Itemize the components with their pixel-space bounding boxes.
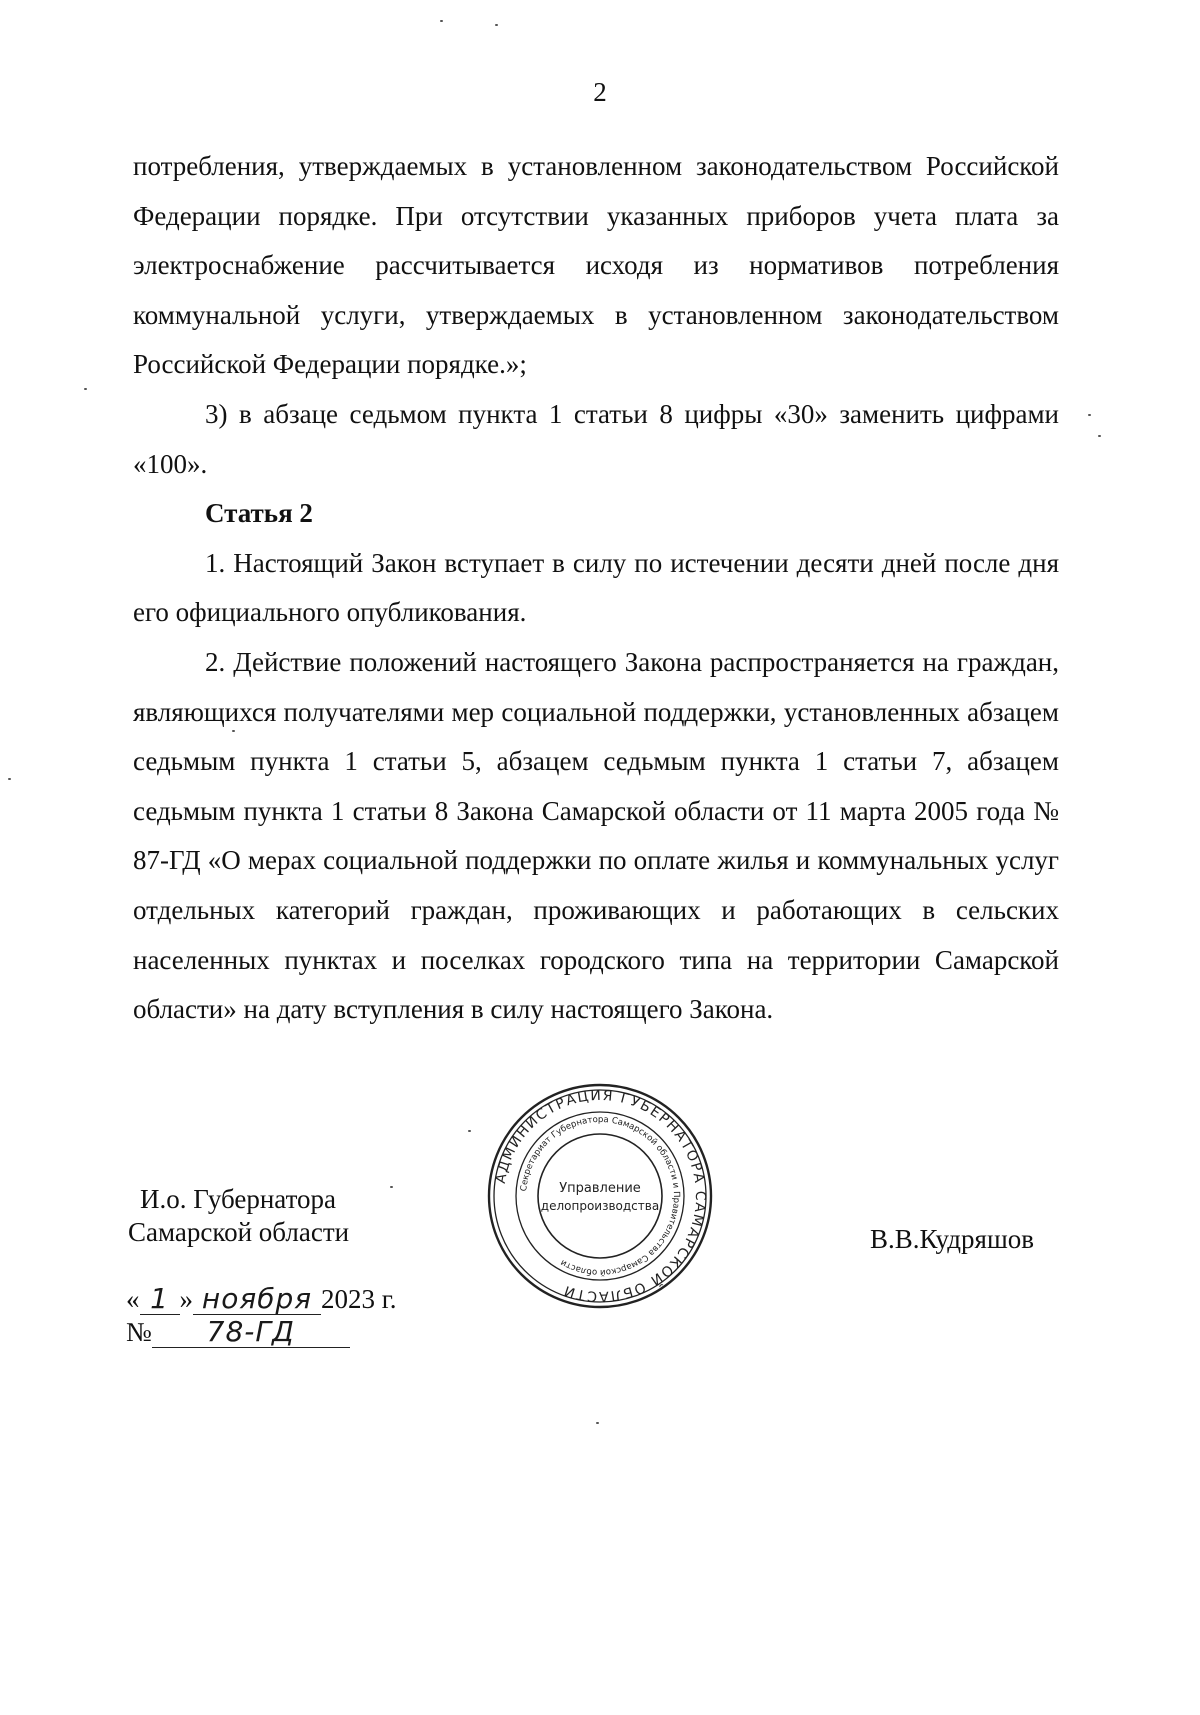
signing-date: [126, 1283, 397, 1316]
signer-name: В.В.Кудряшов: [870, 1224, 1034, 1254]
seal-inner-text: Секретариат Губернатора Самарской области и Правительства Самарской области: [519, 1114, 682, 1278]
date-month: ноября: [193, 1284, 321, 1315]
signer-title: [128, 1183, 349, 1249]
svg-text:Секретариат Губернатора Самарс: [519, 1115, 681, 1277]
date-close-quote: »: [179, 1284, 193, 1314]
paragraph-item-3: 3) в абзаце седьмом пункта 1 статьи 8 цифры «30» заменить цифрами «100».: [133, 398, 1059, 479]
scan-speck: [596, 1422, 599, 1424]
paragraph-article2-item1: 1. Настоящий Закон вступает в силу по истечении десяти дней после дня его официального опубликования.: [133, 547, 1059, 628]
scan-speck: [390, 1186, 393, 1188]
paragraph-continuation: потребления, утверждаемых в установленном законодательством Российской Федерации порядке. При отсутствии указанных приборов учета плата за электроснабжение рассчитывается исходя из нормативов потребления коммунальной услуги, утверждаемых в установленном законодательством Российской Федерации порядке.»;: [133, 151, 1059, 380]
scan-speck: [468, 1130, 471, 1132]
page-number: 2: [593, 77, 607, 107]
date-open-quote: «: [126, 1284, 140, 1314]
date-day: 1: [140, 1284, 180, 1315]
scan-speck: [232, 730, 235, 732]
scan-speck: [1088, 414, 1091, 416]
official-seal-stamp: [486, 1082, 714, 1310]
scan-speck: [495, 24, 498, 26]
scan-speck: [1098, 435, 1101, 437]
seal-center-line2: делопроизводства: [540, 1199, 660, 1213]
seal-outer-text: АДМИНИСТРАЦИЯ ГУБЕРНАТОРА САМАРСКОЙ ОБЛАСТИ: [492, 1087, 709, 1305]
number-value: 78-ГД: [152, 1317, 350, 1348]
signer-title-line1: И.о. Губернатора: [140, 1184, 337, 1214]
document-body: [133, 142, 1059, 1035]
number-label: №: [126, 1317, 152, 1347]
scan-speck: [8, 778, 11, 780]
signer-title-line2: Самарской области: [128, 1217, 350, 1247]
scan-speck: [440, 20, 443, 22]
paragraph-article2-item2: 2. Действие положений настоящего Закона распространяется на граждан, являющихся получателями мер социальной поддержки, установленных абзацем седьмым пункта 1 статьи 5, абзацем седьмым пункта 1 статьи 7, абзацем седьмым пункта 1 статьи 8 Закона Самарской области от 11 марта 2005 года № 87-ГД «О мерах социальной поддержки по оплате жилья и коммунальных услуг отдельных категорий граждан, проживающих и работающих в сельских населенных пунктах и поселках городского типа на территории Самарской области» на дату вступления в силу настоящего Закона.: [133, 646, 1059, 1025]
date-year: 2023 г.: [321, 1284, 397, 1314]
law-number: [126, 1316, 397, 1349]
seal-center-line1: Управление: [559, 1181, 641, 1196]
scan-speck: [84, 388, 87, 390]
article-heading: Статья 2: [205, 498, 313, 529]
date-and-number-block: [126, 1283, 397, 1349]
